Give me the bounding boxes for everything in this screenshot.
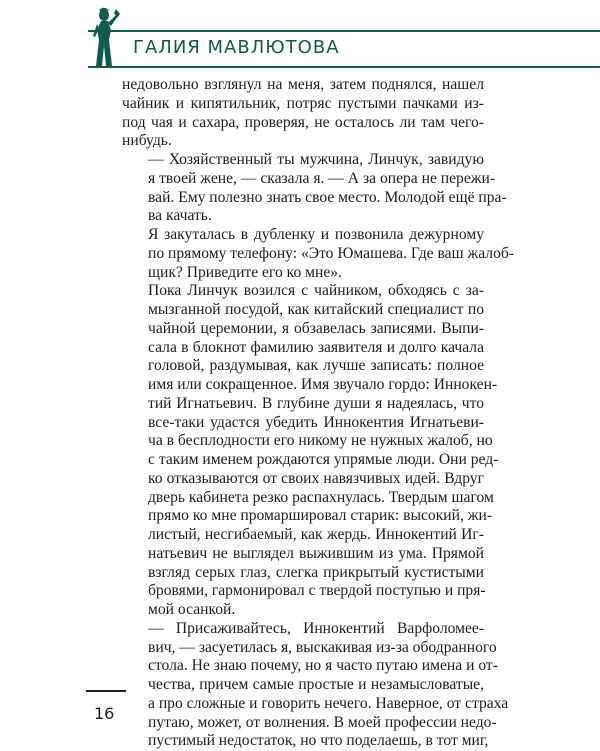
paragraph xyxy=(122,619,509,751)
text-line: по прямому телефону: «Это Юмашева. Где ваш жалоб- xyxy=(148,244,515,262)
text-line: мой осанкой. xyxy=(148,601,236,618)
text-line: — Присаживайтесь, Иннокентий Варфоломее- xyxy=(148,619,484,637)
header-rule-bottom xyxy=(88,66,600,68)
text-line: щик? Приведите его ко мне». xyxy=(148,263,342,281)
woman-silhouette-icon xyxy=(90,6,124,68)
text-line: стола. Не знаю почему, но я часто путаю имена и от- xyxy=(148,657,498,675)
paragraph xyxy=(122,76,484,151)
text-line: недовольно взглянул на меня, затем поднялся, нашел xyxy=(122,76,484,93)
paragraph xyxy=(122,151,507,226)
text-line: прямо ко мне промаршировал старик: высокий, жи- xyxy=(148,507,493,525)
text-line: Я закуталась в дубленку и позвонила дежурному xyxy=(148,226,484,243)
body-text xyxy=(122,76,515,751)
text-line: вич, — засуетилась я, выскакивая из-за ободранного xyxy=(148,638,497,656)
text-line: я твоей жене, — сказала я. — А за опера не пережи- xyxy=(148,169,496,187)
text-line: мызганной посудой, как китайский специалист по xyxy=(148,301,484,318)
text-line: ча в бесплодности его никому не нужных жалоб, но xyxy=(148,432,493,450)
text-line: листый, несгибаемый, как жердь. Иннокентий Иг- xyxy=(148,526,484,543)
text-line: ва качать. xyxy=(148,207,212,225)
text-line: а про сложные и говорить нечего. Наверное, от страха xyxy=(148,694,509,712)
text-line: дверь кабинета резко распахнулась. Твердым шагом xyxy=(148,488,494,506)
text-line: — Хозяйственный ты мужчина, Линчук, завидую xyxy=(148,151,484,168)
text-line: с таким именем рождаются упрямые люди. Они ред- xyxy=(148,451,499,468)
text-line: вай. Ему полезно знать свое место. Молодой ещё пра- xyxy=(148,188,507,206)
text-line: бровями, гармонировал с твердой поступью и пря- xyxy=(148,582,486,600)
text-line: чайник и кипятильник, потряс пустыми пачками из- xyxy=(122,94,484,112)
header-rule-top xyxy=(88,30,600,32)
running-title: ГАЛИЯ МАВЛЮТОВА xyxy=(133,37,340,58)
text-line: под чая и сахара, проверяя, не осталось ли там чего- xyxy=(122,113,484,131)
text-line: тий Игнатьевич. В глубине души я надеялась, что xyxy=(148,394,484,412)
text-line: пустимый недостаток, но что поделаешь, в тот миг, xyxy=(148,732,489,750)
paragraph xyxy=(122,282,499,620)
text-line: сала в блокнот фамилию заявителя и долго качала xyxy=(148,338,484,356)
text-line: имя или сокращенное. Имя звучало гордо: Иннокен- xyxy=(148,376,498,393)
text-line: нибудь. xyxy=(122,132,172,150)
text-line: чества, причем самые простые и незамысловатые, xyxy=(148,676,484,693)
text-line: чайной церемонии, я обзавелась записями. Выпи- xyxy=(148,319,484,337)
text-line: все-таки удастся убедить Иннокентия Игнатьеви- xyxy=(148,413,484,431)
text-line: натьевич не выглядел выжившим из ума. Прямой xyxy=(148,544,484,562)
paragraph xyxy=(122,226,515,282)
text-line: взгляд серых глаз, слегка прикрытый кустистыми xyxy=(148,563,484,581)
footer-rule xyxy=(86,690,126,692)
page-number: 16 xyxy=(94,704,115,723)
text-line: Пока Линчук возился с чайником, обходясь с за- xyxy=(148,282,484,300)
text-line: ко отказываются от своих навязчивых идей. Вдруг xyxy=(148,469,484,487)
text-line: путаю, может, от волнения. В моей профессии недо- xyxy=(148,713,497,731)
text-line: головой, раздумывая, как лучше записать: полное xyxy=(148,357,484,375)
